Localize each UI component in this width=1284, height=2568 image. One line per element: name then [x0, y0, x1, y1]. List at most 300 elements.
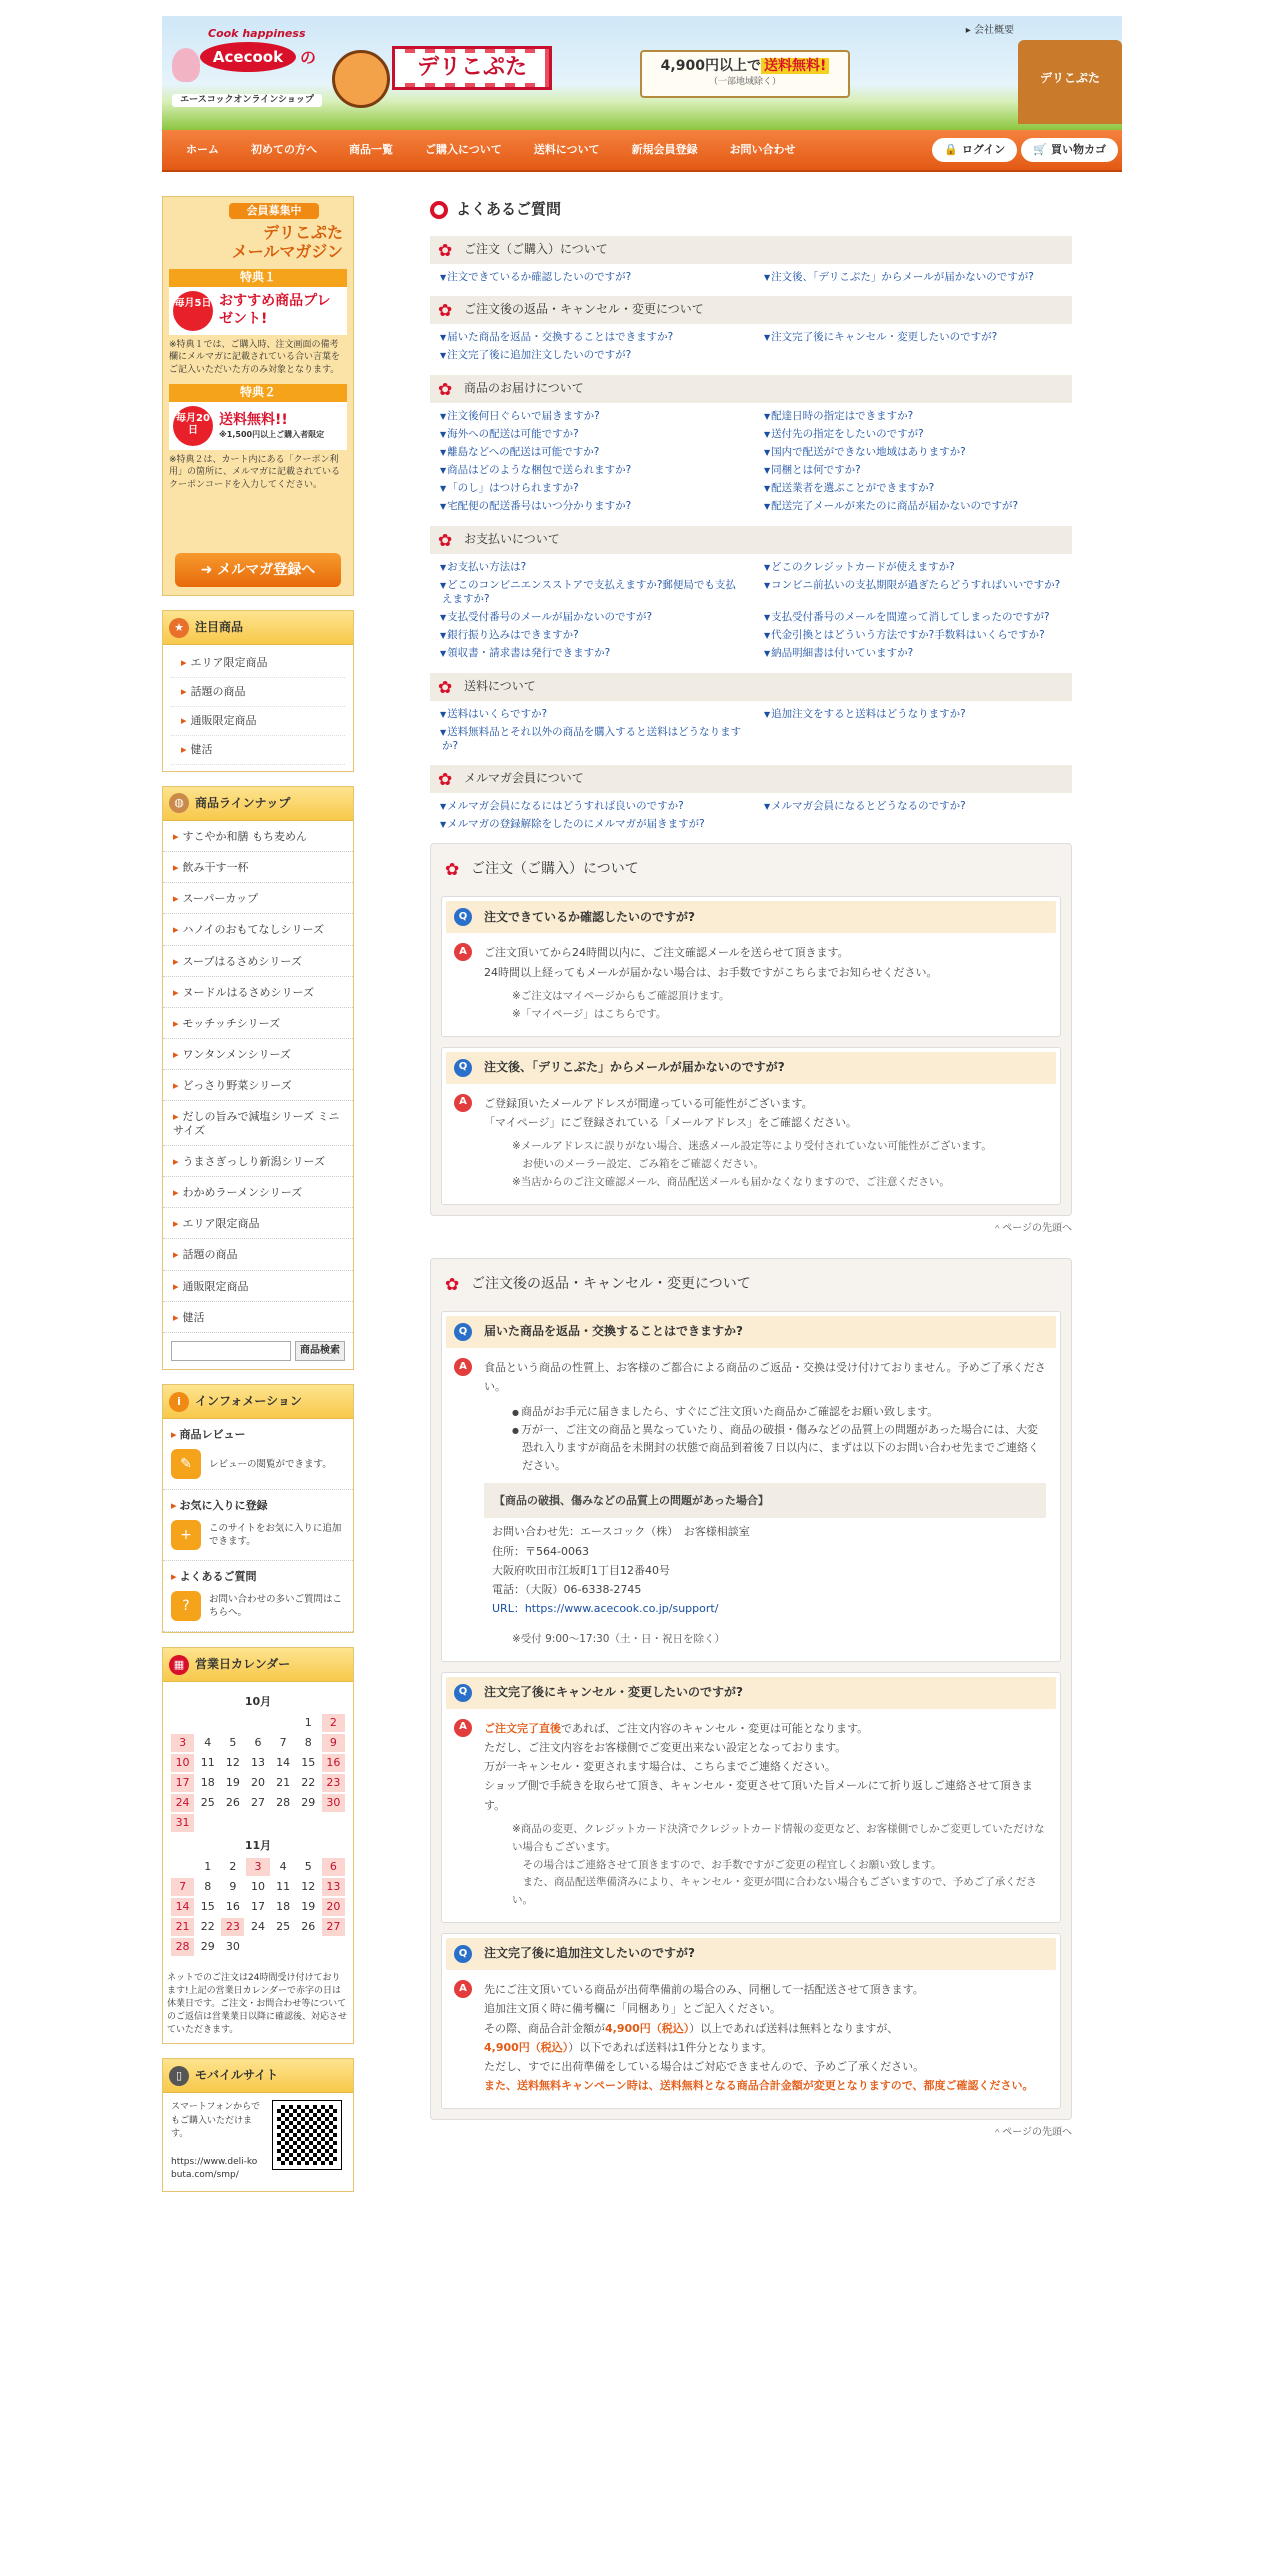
- calendar-day: 26: [225, 1796, 240, 1810]
- faq-question-link[interactable]: ▼ どこのコンビニエンスストアで支払えますか?郵便局でも支払えますか?: [432, 578, 746, 606]
- ship-free: 送料無料!: [761, 58, 829, 74]
- info-item[interactable]: [163, 1419, 353, 1490]
- faq-question-link[interactable]: ▼ 商品はどのような梱包で送られますか?: [432, 463, 746, 477]
- answer-bullet: ● 商品がお手元に届きましたら、すぐにご注文頂いた商品かご確認をお願い致します。: [512, 1403, 1046, 1421]
- calendar-day: 31: [171, 1814, 194, 1832]
- question-text: 注文完了後にキャンセル・変更したいのですが?: [484, 1684, 743, 1699]
- question-text: 注文完了後に追加注文したいのですが?: [484, 1946, 695, 1961]
- favorite-add-icon: +: [171, 1520, 201, 1550]
- nav-first-time[interactable]: 初めての方へ: [251, 143, 317, 157]
- question-row: [446, 901, 1056, 933]
- flower-icon: [438, 302, 454, 318]
- calendar-day: 1: [304, 1716, 312, 1730]
- calendar-day: 28: [171, 1938, 194, 1956]
- faq-question-link[interactable]: ▼ 銀行振り込みはできますか?: [432, 628, 746, 642]
- question-icon: ?: [171, 1591, 201, 1621]
- answer-line: 先にご注文頂いている商品が出荷準備前の場合のみ、同梱して一括配送させて頂きます。: [484, 1983, 924, 1997]
- info-item-title: ▸ よくあるご質問: [171, 1569, 345, 1585]
- featured-item[interactable]: ▸ 健活: [171, 736, 345, 765]
- scooter-mascot-icon: [332, 50, 390, 108]
- question-badge-icon: Q: [454, 1945, 472, 1963]
- answer-row: [446, 1348, 1056, 1656]
- faq-question-link[interactable]: ▼ 追加注文をすると送料はどうなりますか?: [756, 707, 1070, 721]
- calendar-day: 13: [322, 1878, 345, 1896]
- calendar-day: 24: [250, 1920, 265, 1934]
- answer-note: ※「マイページ」はこちらです。: [512, 1007, 667, 1020]
- answer-line: その際、商品合計金額が4,900円（税込））以上であれば送料は無料となりますが、: [484, 2021, 899, 2035]
- faq-category-title: 送料について: [464, 678, 536, 693]
- nav-products[interactable]: 商品一覧: [349, 143, 393, 157]
- page-wrapper: [162, 16, 1122, 2181]
- faq-question-link[interactable]: ▼ お支払い方法は?: [432, 560, 746, 574]
- logo-subtitle: エースコックオンラインショップ: [172, 94, 322, 107]
- answer-body: [484, 1980, 1046, 2096]
- calendar-day: 14: [171, 1898, 194, 1916]
- answer-body: [484, 1094, 1046, 1192]
- calendar-day: 27: [322, 1918, 345, 1936]
- faq-question-link[interactable]: ▼ 送料無料品とそれ以外の商品を購入すると送料はどうなりますか?: [432, 725, 746, 753]
- calendar-day: 11: [276, 1880, 291, 1894]
- lineup-item[interactable]: ▸ ワンタンメンシリーズ: [163, 1039, 353, 1070]
- faq-question-links: [430, 330, 1072, 362]
- faq-question-link[interactable]: ▼ コンビニ前払いの支払期限が過ぎたらどうすればいいですか?: [756, 578, 1070, 606]
- mobile-header: ▯ モバイルサイト: [163, 2059, 353, 2093]
- calendar-day: 16: [225, 1900, 240, 1914]
- nav-purchase[interactable]: ご購入について: [425, 143, 502, 157]
- flower-icon: [445, 861, 461, 877]
- sidebar: [162, 196, 354, 2206]
- qa-block: [441, 1047, 1061, 1205]
- qa-block: [441, 896, 1061, 1036]
- calendar-day: 26: [301, 1920, 316, 1934]
- question-text: 届いた商品を返品・交換することはできますか?: [484, 1324, 743, 1339]
- answer-notes: [484, 988, 1046, 1024]
- info-box: [162, 1384, 354, 1633]
- question-badge-icon: Q: [454, 908, 472, 926]
- lineup-box: [162, 786, 354, 1371]
- calendar-day: 19: [225, 1776, 240, 1790]
- answer-note: ※メールアドレスに誤りがない場合、迷惑メール設定等により受付されていない可能性がございます。: [512, 1140, 992, 1153]
- calendar-day: 3: [171, 1734, 194, 1752]
- answer-line: 「マイページ」にご登録されている「メールアドレス」をご確認ください。: [484, 1115, 858, 1129]
- calendar-day: 15: [200, 1900, 215, 1914]
- mobile-url[interactable]: https://www.deli-kobuta.com/smp/: [171, 2156, 258, 2181]
- answer-section-label: ご注文（ご購入）について: [471, 861, 639, 878]
- featured-item[interactable]: ▸ 話題の商品: [171, 678, 345, 707]
- answer-note: ※ご注文はマイページからもご確認頂けます。: [512, 989, 730, 1002]
- faq-question-link[interactable]: ▼ 同梱とは何ですか?: [756, 463, 1070, 477]
- calendar-day: 7: [171, 1878, 194, 1896]
- faq-question-link[interactable]: ▼ 注文できているか確認したいのですが?: [432, 270, 746, 284]
- flower-icon: [438, 242, 454, 258]
- title-ring-icon: [430, 201, 448, 219]
- answer-note: ※当店からのご注文確認メール、商品配送メールも届かなくなりますので、ご注意ください。: [512, 1175, 950, 1188]
- faq-question-links: [430, 409, 1072, 514]
- answer-notes: [484, 1821, 1046, 1910]
- perk1-head: 特典１: [169, 269, 347, 286]
- faq-question-link[interactable]: ▼ 配達日時の指定はできますか?: [756, 409, 1070, 423]
- featured-item[interactable]: ▸ 通販限定商品: [171, 707, 345, 736]
- smartphone-icon: ▯: [169, 2066, 189, 2086]
- faq-question-link[interactable]: ▼ 宅配便の配送番号はいつ分かりますか?: [432, 499, 746, 513]
- answer-section: [430, 1258, 1072, 2119]
- pig-mascot-icon: [172, 48, 200, 82]
- perk2-text: 送料無料!! ※1,500円以上ご購入者限定: [219, 412, 325, 439]
- answer-line: ただし、すでに出荷準備をしている場合はご対応できませんので、予めご了承ください。: [484, 2060, 925, 2074]
- logo-name: Acecook: [200, 42, 296, 72]
- faq-answers: [430, 843, 1072, 2140]
- calendar-day: 23: [221, 1918, 244, 1936]
- lineup-item[interactable]: ▸ どっさり野菜シリーズ: [163, 1070, 353, 1101]
- perk1-day: 毎月5日: [173, 291, 213, 331]
- lineup-item[interactable]: ▸ わかめラーメンシリーズ: [163, 1177, 353, 1208]
- faq-question-link[interactable]: ▼ メルマガ会員になるにはどうすれば良いのですか?: [432, 799, 746, 813]
- faq-question-link[interactable]: ▼ 支払受付番号のメールが届かないのですが?: [432, 610, 746, 624]
- perk1-text: おすすめ商品プレゼント!: [219, 293, 331, 327]
- answer-body: [484, 1358, 1046, 1648]
- nav-contact[interactable]: お問い合わせ: [729, 143, 796, 157]
- faq-category-title: ご注文（ご購入）について: [464, 242, 608, 257]
- calendar-blank: [171, 1714, 194, 1732]
- calendar-day: 14: [276, 1756, 291, 1770]
- faq-question-link[interactable]: ▼ 送付先の指定をしたいのですが?: [756, 427, 1070, 441]
- perk2: [169, 402, 347, 450]
- info-icon: i: [169, 1392, 189, 1412]
- faq-category-header: [430, 765, 1072, 793]
- calendar-grid: [171, 1858, 345, 1956]
- company-link-label: 会社概要: [974, 25, 1014, 36]
- calendar-blank: [272, 1714, 295, 1732]
- company-link[interactable]: ▸ 会社概要: [965, 25, 1014, 36]
- faq-question-link[interactable]: ▼ 納品明細書は付いていますか?: [756, 646, 1070, 660]
- page-title: よくあるご質問: [430, 196, 1072, 224]
- faq-question-link[interactable]: ▼ 領収書・請求書は発行できますか?: [432, 646, 746, 660]
- free-shipping-banner: [640, 50, 850, 98]
- perk1-note: ※特典１では、ご購入時、注文画面の備考欄にメルマガに記載されている合い言葉をご記入いただいた方のみ対象となります。: [169, 339, 341, 375]
- calendar-day: 10: [171, 1754, 194, 1772]
- faq-question-link[interactable]: ▼ メルマガの登録解除をしたのにメルマガが届きますが?: [432, 817, 746, 831]
- calendar-day: 16: [322, 1754, 345, 1772]
- acecook-logo[interactable]: [172, 24, 332, 122]
- calendar-header: ▦ 営業日カレンダー: [163, 1648, 353, 1682]
- answer-line: 食品という商品の性質上、お客様のご都合による商品のご返品・交換は受け付けておりません。予めご了承ください。: [484, 1361, 1046, 1394]
- calendar-day: 24: [171, 1794, 194, 1812]
- faq-question-link[interactable]: ▼ 配送業者を選ぶことができますか?: [756, 481, 1070, 495]
- perk2-head: 特典２: [169, 384, 347, 401]
- mobile-text: スマートフォンからでもご購入いただけます。 https://www.deli-kobuta.com/smp/: [171, 2101, 261, 2183]
- cart-icon: 🛒: [1033, 143, 1047, 157]
- answer-row: [446, 1970, 1056, 2104]
- answer-bullet: ● 万が一、ご注文の商品と異なっていたり、商品の破損・傷みなどの品質上の問題があった場合には、大変恐れ入りますが商品を未開封の状態で商品到着後７日以内に、まずは以下のお問い合わせ先までご連絡ください。: [512, 1421, 1046, 1475]
- faq-question-link[interactable]: ▼ 離島などへの配送は可能ですか?: [432, 445, 746, 459]
- answer-note: その場合はご連絡させて頂きますので、お手数ですがご変更の程宜しくお願い致します。: [512, 1858, 942, 1871]
- calendar-day: 18: [200, 1776, 215, 1790]
- question-text: 注文できているか確認したいのですが?: [484, 909, 695, 924]
- info-item-title: ▸ 商品レビュー: [171, 1427, 345, 1443]
- info-item-desc: レビューの閲覧ができます。: [209, 1458, 332, 1470]
- faq-question-links: [430, 799, 1072, 831]
- product-search-button[interactable]: 商品検索: [295, 1341, 345, 1362]
- calendar-day: 21: [276, 1776, 291, 1790]
- question-text: 注文後、「デリこぶた」からメールが届かないのですが?: [484, 1059, 785, 1074]
- featured-header: ★ 注目商品: [163, 611, 353, 645]
- calendar-month: 11月: [244, 1839, 272, 1853]
- calendar-day: 9: [322, 1734, 345, 1752]
- perk1: [169, 287, 347, 335]
- calendar-day: 29: [200, 1940, 215, 1954]
- calendar-day: 20: [322, 1898, 345, 1916]
- faq-question-link[interactable]: ▼ 海外への配送は可能ですか?: [432, 427, 746, 441]
- faq-question-link[interactable]: ▼ 注文完了後に追加注文したいのですが?: [432, 348, 746, 362]
- back-to-top-link[interactable]: ＾ページの先頭へ: [992, 1222, 1072, 1234]
- faq-category-header: [430, 526, 1072, 554]
- answer-note: また、商品配送準備済みにより、キャンセル・変更が間に合わない場合もございますので、予めご了承ください。: [512, 1876, 1037, 1907]
- info-item-desc: このサイトをお気に入りに追加できます。: [209, 1523, 342, 1548]
- question-row: [446, 1677, 1056, 1709]
- faq-question-link[interactable]: ▼ 注文後何日ぐらいで届きますか?: [432, 409, 746, 423]
- contact-line: 電話：（大阪）06-6338-2745: [492, 1583, 642, 1597]
- info-item-body: [171, 1449, 345, 1479]
- lineup-item[interactable]: ▸ ヌードルはるさめシリーズ: [163, 977, 353, 1008]
- faq-question-link[interactable]: ▼ 代金引換とはどういう方法ですか?手数料はいくらですか?: [756, 628, 1070, 642]
- lock-icon: 🔒: [944, 143, 958, 157]
- noodle-bowl-icon: ◍: [169, 793, 189, 813]
- lineup-item[interactable]: ▸ 通販限定商品: [163, 1271, 353, 1302]
- answer-note: お使いのメーラー設定、ごみ箱をご確認ください。: [512, 1157, 764, 1170]
- faq-question-link[interactable]: ▼ メルマガ会員になるとどうなるのですか?: [756, 799, 1070, 813]
- mailmag-badge: 会員募集中: [229, 203, 319, 219]
- business-calendar: [163, 1682, 353, 1962]
- info-header: i インフォメーション: [163, 1385, 353, 1419]
- calendar-note: ネットでのご注文は24時間受け付けております!上記の営業日カレンダーで赤字の日は休業日です。ご注文・お問合わせ等についてのご返信は営業業日以降に確認後、対応させていただきます。: [167, 1973, 348, 2036]
- calendar-day: 13: [250, 1756, 265, 1770]
- answer-badge-icon: A: [454, 1094, 472, 1112]
- calendar-day: 17: [171, 1774, 194, 1792]
- answer-badge-icon: A: [454, 1980, 472, 1998]
- answer-line: ショップ側で手続きを取らせて頂き、キャンセル・変更させて頂いた旨メールにて折り返しご連絡させて頂きます。: [484, 1779, 1033, 1812]
- calendar-day: 22: [301, 1776, 316, 1790]
- answer-section-label: ご注文後の返品・キャンセル・変更について: [471, 1276, 751, 1292]
- faq-question-link[interactable]: ▼ 「のし」はつけられますか?: [432, 481, 746, 495]
- answer-section: [430, 843, 1072, 1215]
- calendar-day: 1: [204, 1860, 212, 1874]
- quality-issue-box-title: 【商品の破損、傷みなどの品質上の問題があった場合】: [484, 1483, 1046, 1518]
- faq-question-link[interactable]: ▼ 国内で配送ができない地域はありますか?: [756, 445, 1070, 459]
- answer-notes: [484, 1138, 1046, 1192]
- shop-illustration: [1018, 40, 1122, 124]
- product-search-input[interactable]: [171, 1341, 291, 1361]
- flower-icon: [438, 532, 454, 548]
- calendar-day: 2: [229, 1860, 237, 1874]
- calendar-day: 18: [276, 1900, 291, 1914]
- faq-index: [430, 236, 1072, 831]
- logo-tagline: Cook happiness: [208, 27, 306, 40]
- back-to-top-link[interactable]: ＾ページの先頭へ: [992, 2126, 1072, 2138]
- mobile-box: [162, 2058, 354, 2192]
- answer-row: [446, 1084, 1056, 1200]
- contact-url[interactable]: URL：https://www.acecook.co.jp/support/: [492, 1602, 719, 1616]
- answer-note: ※商品の変更、クレジットカード決済でクレジットカード情報の変更など、お客様側でしかご変更していただけない場合もございます。: [512, 1822, 1045, 1853]
- answer-line: 万が一キャンセル・変更されます場合は、こちらまでご連絡ください。: [484, 1760, 836, 1774]
- answer-line: 24時間以上経ってもメールが届かない場合は、お手数ですがこちらまでお知らせください。: [484, 965, 938, 979]
- lineup-item[interactable]: ▸ 飲み干す一杯: [163, 852, 353, 883]
- featured-item[interactable]: ▸ エリア限定商品: [171, 649, 345, 678]
- brand-logo[interactable]: [392, 46, 552, 90]
- answer-section-title: [441, 1267, 1061, 1301]
- info-item[interactable]: [163, 1490, 353, 1561]
- answer-body: [484, 943, 1046, 1023]
- calendar-day: 8: [304, 1736, 312, 1750]
- logo-no: の: [300, 48, 317, 67]
- calendar-day: 5: [304, 1860, 312, 1874]
- faq-question-link[interactable]: ▼ 送料はいくらですか?: [432, 707, 746, 721]
- question-row: [446, 1052, 1056, 1084]
- global-nav: [162, 130, 1122, 172]
- login-label: ログイン: [961, 143, 1006, 157]
- calendar-day: 3: [246, 1858, 269, 1876]
- lineup-item[interactable]: ▸ 健活: [163, 1302, 353, 1333]
- faq-question-link[interactable]: ▼ どこのクレジットカードが使えますか?: [756, 560, 1070, 574]
- faq-category-title: ご注文後の返品・キャンセル・変更について: [464, 302, 704, 317]
- lineup-item[interactable]: ▸ うまさぎっしり新潟シリーズ: [163, 1146, 353, 1177]
- contact-info: [484, 1522, 1046, 1618]
- faq-question-link[interactable]: ▼ 配送完了メールが来たのに商品が届かないのですが?: [756, 499, 1070, 513]
- calendar-day: 23: [322, 1774, 345, 1792]
- nav-home[interactable]: ホーム: [186, 143, 219, 157]
- faq-question-link[interactable]: ▼ 注文後、「デリこぶた」からメールが届かないのですが?: [756, 270, 1070, 284]
- calendar-day: 7: [279, 1736, 287, 1750]
- lineup-item[interactable]: ▸ だしの旨みで減塩シリーズ ミニサイズ: [163, 1101, 353, 1145]
- calendar-day: 28: [276, 1796, 291, 1810]
- login-button[interactable]: [932, 138, 1017, 162]
- calendar-day: 12: [301, 1880, 316, 1894]
- calendar-day: 2: [322, 1714, 345, 1732]
- info-item-title: ▸ お気に入りに登録: [171, 1498, 345, 1514]
- faq-category-title: お支払いについて: [464, 531, 560, 546]
- answer-badge-icon: A: [454, 1719, 472, 1737]
- calendar-month: 10月: [244, 1695, 272, 1709]
- answer-line: 4,900円（税込））以下であれば送料は1件分となります。: [484, 2040, 773, 2054]
- info-item-body: [171, 1520, 345, 1550]
- mailmag-banner[interactable]: [162, 196, 354, 596]
- calendar-blank: [221, 1714, 244, 1732]
- question-badge-icon: Q: [454, 1684, 472, 1702]
- cart-button[interactable]: [1021, 138, 1118, 162]
- answer-body: [484, 1719, 1046, 1910]
- calendar-day: 5: [229, 1736, 237, 1750]
- calendar-day: 25: [276, 1920, 291, 1934]
- brand-name: デリこぷた: [401, 53, 543, 83]
- question-badge-icon: Q: [454, 1059, 472, 1077]
- faq-category-header: [430, 296, 1072, 324]
- calendar-day: 20: [250, 1776, 265, 1790]
- lineup-item[interactable]: ▸ エリア限定商品: [163, 1208, 353, 1239]
- faq-category-title: 商品のお届けについて: [464, 380, 584, 395]
- qa-block: [441, 1933, 1061, 2109]
- perk2-day: 毎月20日: [173, 406, 213, 446]
- answer-row: [446, 1709, 1056, 1918]
- review-icon: ✎: [171, 1449, 201, 1479]
- answer-line: また、送料無料キャンペーン時は、送料無料となる商品合計金額が変更となりますので、都度ご確認ください。: [484, 2079, 1034, 2093]
- perk2-note: ※特典２は、カート内にある「クーポン利用」の箇所に、メルマガに記載されているクーポンコードを入力してください。: [169, 454, 341, 491]
- answer-line: ご注文頂いてから24時間以内に、ご注文確認メールを送らせて頂きます。: [484, 946, 849, 960]
- featured-box: [162, 610, 354, 772]
- qa-block: [441, 1311, 1061, 1661]
- nav-register[interactable]: 新規会員登録: [631, 143, 698, 157]
- calendar-day: 8: [204, 1880, 212, 1894]
- faq-category-header: [430, 375, 1072, 403]
- calendar-day: 22: [200, 1920, 215, 1934]
- contact-hours: ※受付 9:00～17:30（土・日・祝日を除く）: [512, 1632, 725, 1645]
- answer-badge-icon: A: [454, 943, 472, 961]
- contact-line: 大阪府吹田市江坂町1丁目12番40号: [492, 1563, 670, 1577]
- ship-note: （一部地域除く）: [708, 77, 781, 88]
- lineup-item[interactable]: ▸ ハノイのおもてなしシリーズ: [163, 914, 353, 945]
- faq-category-title: メルマガ会員について: [464, 771, 584, 786]
- faq-question-links: [430, 560, 1072, 661]
- calendar-day: 9: [229, 1880, 237, 1894]
- lineup-item[interactable]: ▸ スーパーカップ: [163, 883, 353, 914]
- calendar-day: 6: [322, 1858, 345, 1876]
- question-badge-icon: Q: [454, 1323, 472, 1341]
- info-item-desc: お問い合わせの多いご質問はこちらへ。: [209, 1593, 343, 1619]
- shop-sign: デリこぷた: [1039, 71, 1100, 85]
- calendar-day: 17: [250, 1900, 265, 1914]
- qa-block: [441, 1672, 1061, 1923]
- lineup-item[interactable]: ▸ スープはるさめシリーズ: [163, 946, 353, 977]
- calendar-icon: ▦: [169, 1655, 189, 1675]
- lineup-item[interactable]: ▸ モッチッチシリーズ: [163, 1008, 353, 1039]
- lineup-item[interactable]: ▸ 話題の商品: [163, 1239, 353, 1270]
- calendar-day: 27: [250, 1796, 265, 1810]
- answer-row: [446, 933, 1056, 1031]
- flower-icon: [438, 771, 454, 787]
- star-icon: ★: [169, 618, 189, 638]
- calendar-day: 30: [322, 1794, 345, 1812]
- calendar-day: 10: [250, 1880, 265, 1894]
- mailmag-register-button[interactable]: ➜ メルマガ登録へ: [175, 553, 341, 587]
- faq-question-link[interactable]: ▼ 届いた商品を返品・交換することはできますか?: [432, 330, 746, 344]
- faq-question-link[interactable]: ▼ 支払受付番号のメールを間違って消してしまったのですが?: [756, 610, 1070, 624]
- faq-category-header: [430, 673, 1072, 701]
- ship-price: 4,900円以上で: [660, 58, 761, 74]
- site-header: [162, 16, 1122, 130]
- product-search: [163, 1333, 353, 1370]
- calendar-box: [162, 1647, 354, 2044]
- answer-line: ご注文完了直後であれば、ご注文内容のキャンセル・変更は可能となります。: [484, 1721, 869, 1735]
- calendar-day: 12: [225, 1756, 240, 1770]
- lineup-item[interactable]: ▸ すこやか和膳 もち麦めん: [163, 821, 353, 852]
- faq-question-link[interactable]: ▼ 注文完了後にキャンセル・変更したいのですが?: [756, 330, 1070, 344]
- question-row: [446, 1316, 1056, 1348]
- qr-code-icon: [273, 2101, 341, 2169]
- nav-shipping[interactable]: 送料について: [533, 143, 600, 157]
- calendar-day: 11: [200, 1756, 215, 1770]
- calendar-day: 21: [171, 1918, 194, 1936]
- main-content: [430, 196, 1072, 2162]
- calendar-day: 4: [204, 1736, 212, 1750]
- calendar-day: 25: [200, 1796, 215, 1810]
- lineup-header: ◍ 商品ラインナップ: [163, 787, 353, 821]
- answer-line: ご登録頂いたメールアドレスが間違っている可能性がございます。: [484, 1096, 813, 1110]
- calendar-blank: [171, 1858, 194, 1876]
- answer-section-title: [441, 852, 1061, 886]
- calendar-day: 6: [254, 1736, 262, 1750]
- cart-label: 買い物カゴ: [1051, 143, 1106, 157]
- calendar-blank: [196, 1714, 219, 1732]
- info-item[interactable]: [163, 1561, 353, 1632]
- calendar-blank: [246, 1714, 269, 1732]
